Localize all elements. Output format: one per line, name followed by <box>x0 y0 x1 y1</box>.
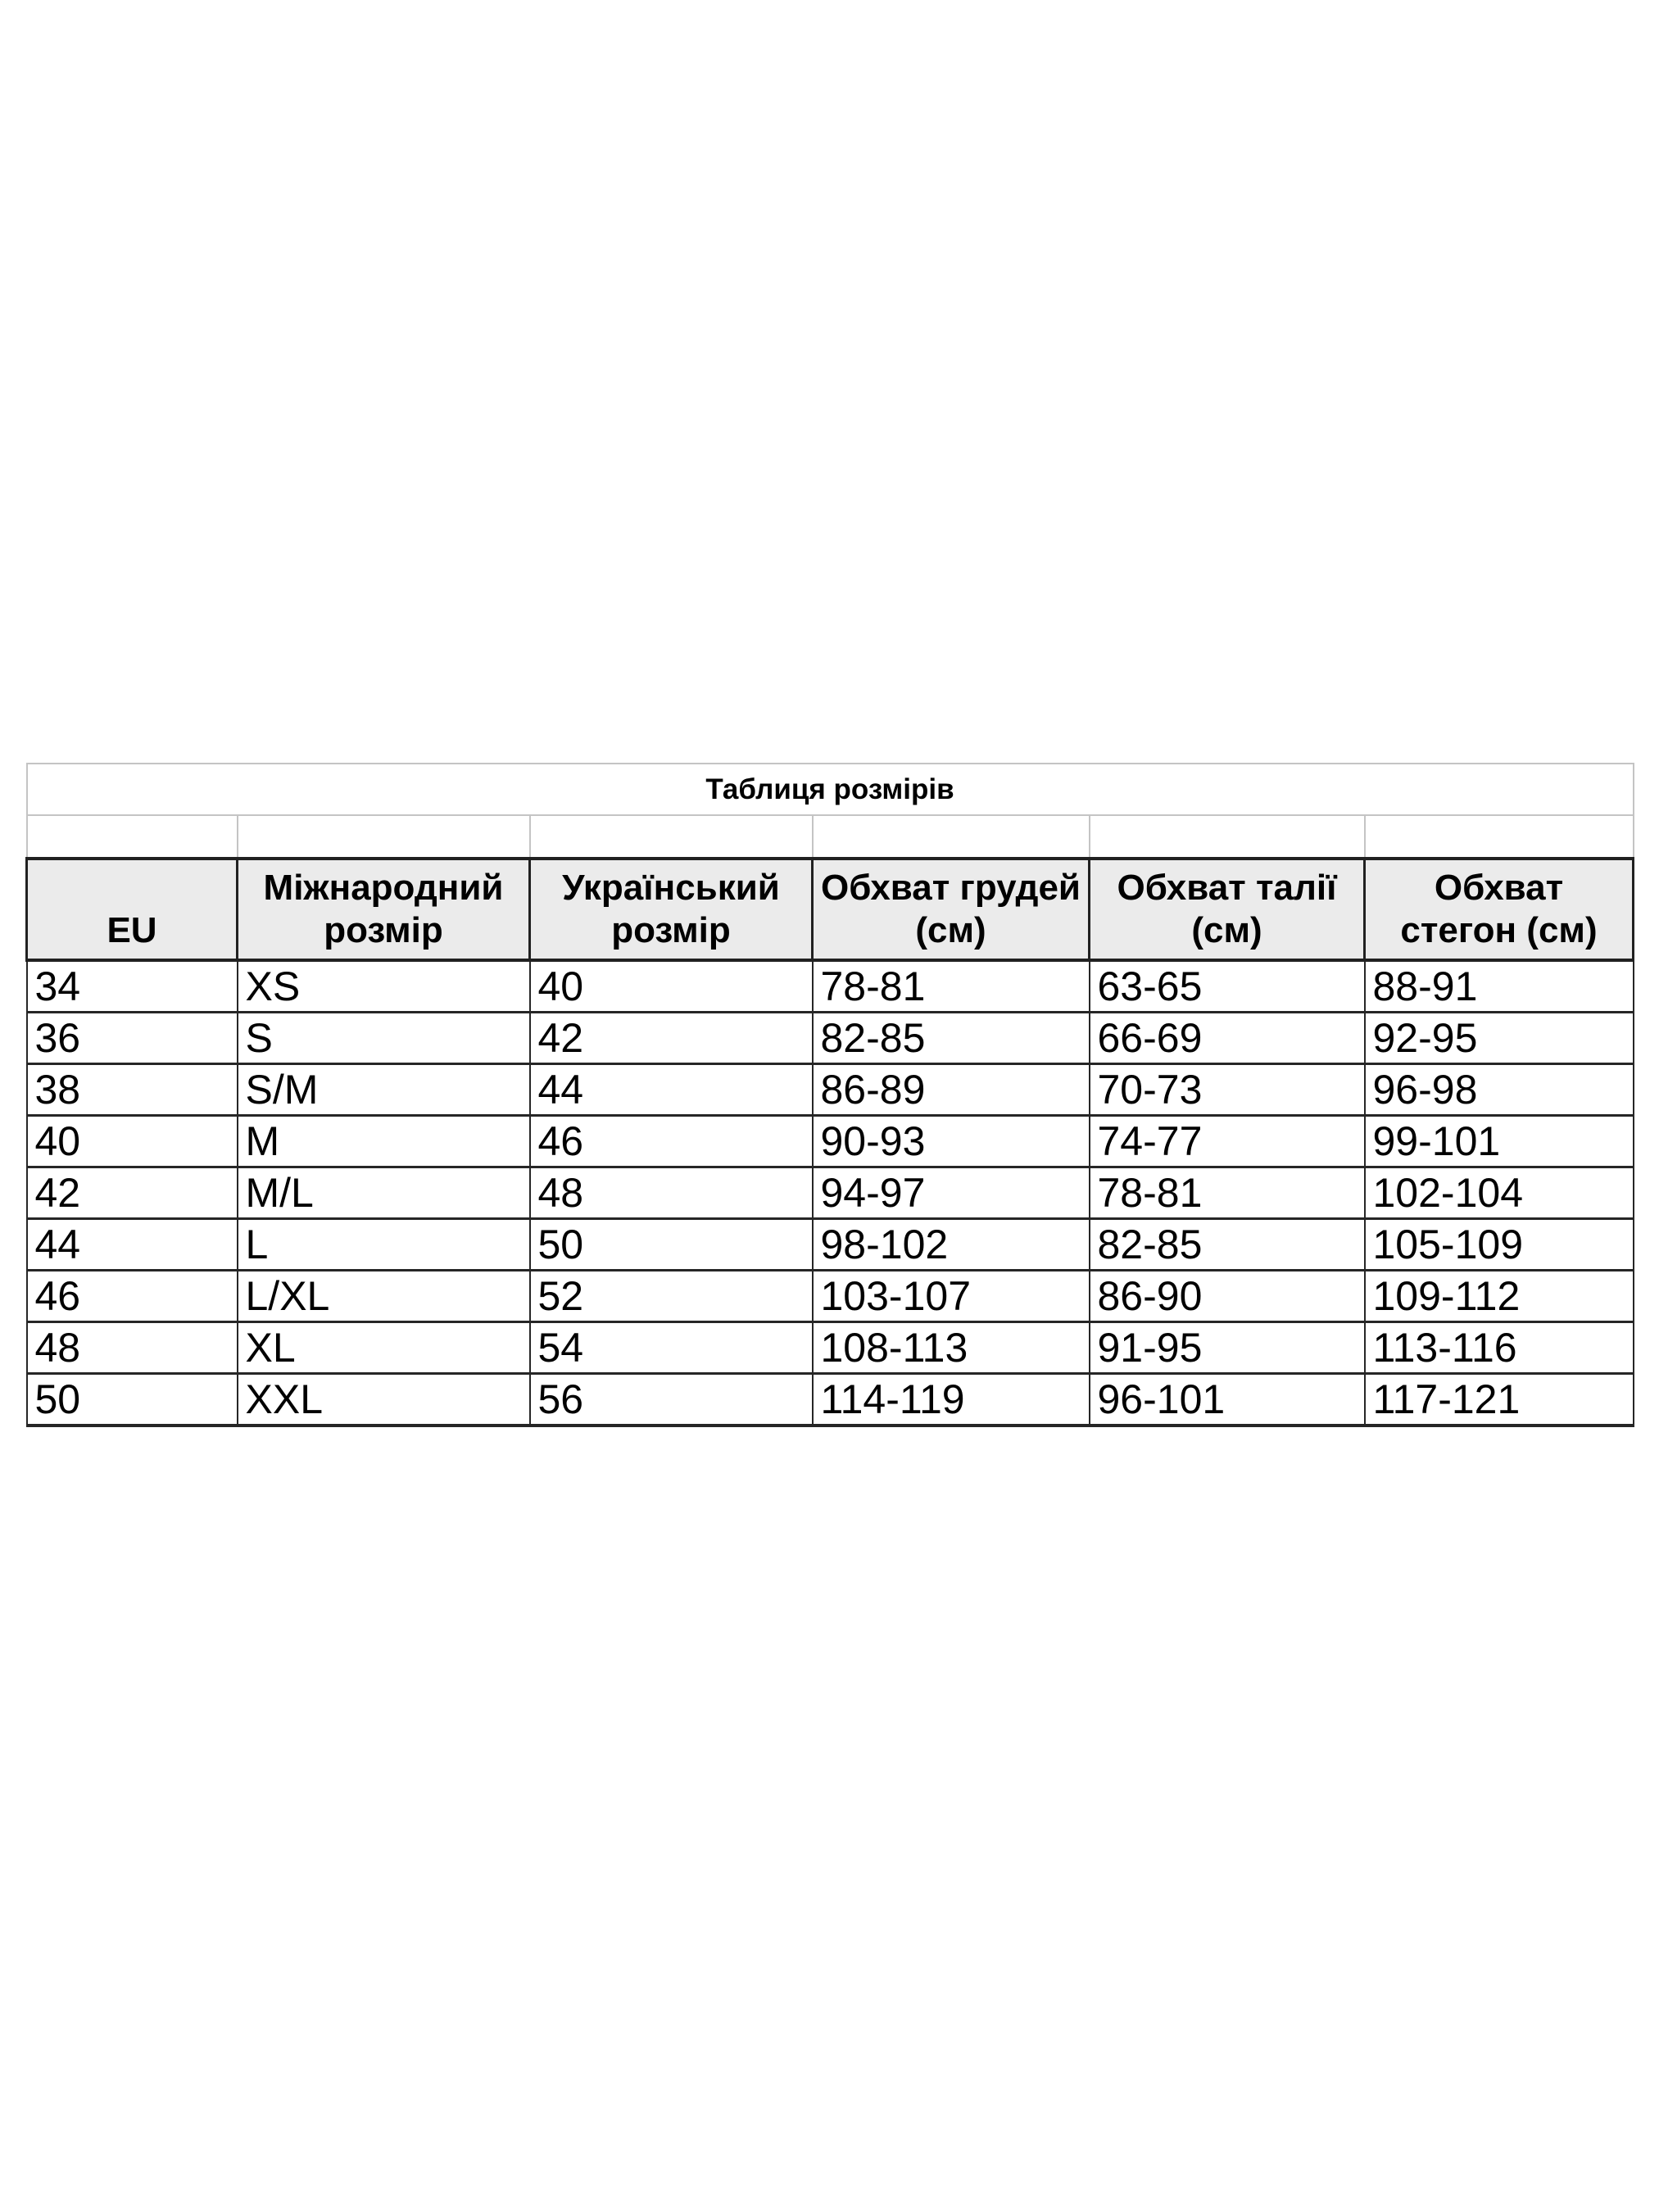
cell-chest: 94-97 <box>813 1167 1090 1219</box>
cell-international-size: M <box>238 1116 530 1167</box>
cell-eu: 42 <box>27 1167 238 1219</box>
cell-chest: 98-102 <box>813 1219 1090 1271</box>
spacer-cell <box>530 815 813 859</box>
cell-ukrainian-size: 50 <box>530 1219 813 1271</box>
cell-international-size: M/L <box>238 1167 530 1219</box>
header-row <box>27 859 1634 960</box>
table-row <box>27 1322 1634 1374</box>
spacer-cell <box>813 815 1090 859</box>
column-header-waist: Обхват талії (см) <box>1090 859 1365 960</box>
table-row <box>27 1116 1634 1167</box>
column-header-international-size: Міжнародний розмір <box>238 859 530 960</box>
cell-chest: 103-107 <box>813 1271 1090 1322</box>
cell-eu: 36 <box>27 1013 238 1064</box>
cell-eu: 44 <box>27 1219 238 1271</box>
cell-hips: 99-101 <box>1365 1116 1634 1167</box>
title-row <box>27 764 1634 815</box>
cell-international-size: XL <box>238 1322 530 1374</box>
table-row <box>27 1064 1634 1116</box>
spacer-cell <box>1090 815 1365 859</box>
cell-hips: 102-104 <box>1365 1167 1634 1219</box>
table-row <box>27 1013 1634 1064</box>
table-row <box>27 1167 1634 1219</box>
cell-waist: 78-81 <box>1090 1167 1365 1219</box>
cell-ukrainian-size: 48 <box>530 1167 813 1219</box>
cell-ukrainian-size: 44 <box>530 1064 813 1116</box>
cell-eu: 38 <box>27 1064 238 1116</box>
cell-waist: 91-95 <box>1090 1322 1365 1374</box>
cell-waist: 70-73 <box>1090 1064 1365 1116</box>
cell-international-size: XXL <box>238 1374 530 1426</box>
column-header-chest: Обхват грудей (см) <box>813 859 1090 960</box>
cell-hips: 109-112 <box>1365 1271 1634 1322</box>
cell-chest: 86-89 <box>813 1064 1090 1116</box>
cell-eu: 48 <box>27 1322 238 1374</box>
cell-chest: 90-93 <box>813 1116 1090 1167</box>
cell-international-size: L/XL <box>238 1271 530 1322</box>
column-header-hips: Обхват стегон (см) <box>1365 859 1634 960</box>
table-title: Таблиця розмірів <box>27 764 1634 815</box>
cell-international-size: XS <box>238 960 530 1013</box>
size-table <box>25 763 1634 1427</box>
table-row <box>27 1271 1634 1322</box>
cell-hips: 113-116 <box>1365 1322 1634 1374</box>
cell-chest: 82-85 <box>813 1013 1090 1064</box>
cell-international-size: S <box>238 1013 530 1064</box>
cell-chest: 78-81 <box>813 960 1090 1013</box>
cell-chest: 108-113 <box>813 1322 1090 1374</box>
cell-hips: 96-98 <box>1365 1064 1634 1116</box>
cell-international-size: S/M <box>238 1064 530 1116</box>
cell-waist: 86-90 <box>1090 1271 1365 1322</box>
cell-ukrainian-size: 40 <box>530 960 813 1013</box>
cell-eu: 40 <box>27 1116 238 1167</box>
cell-ukrainian-size: 42 <box>530 1013 813 1064</box>
cell-hips: 92-95 <box>1365 1013 1634 1064</box>
cell-eu: 46 <box>27 1271 238 1322</box>
cell-chest: 114-119 <box>813 1374 1090 1426</box>
cell-ukrainian-size: 56 <box>530 1374 813 1426</box>
spacer-row <box>27 815 1634 859</box>
cell-ukrainian-size: 52 <box>530 1271 813 1322</box>
spacer-cell <box>27 815 238 859</box>
cell-eu: 34 <box>27 960 238 1013</box>
table-row <box>27 1374 1634 1426</box>
cell-hips: 88-91 <box>1365 960 1634 1013</box>
column-header-ukrainian-size: Український розмір <box>530 859 813 960</box>
cell-hips: 105-109 <box>1365 1219 1634 1271</box>
cell-eu: 50 <box>27 1374 238 1426</box>
cell-ukrainian-size: 46 <box>530 1116 813 1167</box>
cell-waist: 96-101 <box>1090 1374 1365 1426</box>
table-row <box>27 960 1634 1013</box>
cell-waist: 74-77 <box>1090 1116 1365 1167</box>
spacer-cell <box>1365 815 1634 859</box>
cell-waist: 82-85 <box>1090 1219 1365 1271</box>
cell-waist: 66-69 <box>1090 1013 1365 1064</box>
column-header-eu: EU <box>27 859 238 960</box>
cell-international-size: L <box>238 1219 530 1271</box>
table-row <box>27 1219 1634 1271</box>
spacer-cell <box>238 815 530 859</box>
cell-hips: 117-121 <box>1365 1374 1634 1426</box>
cell-ukrainian-size: 54 <box>530 1322 813 1374</box>
cell-waist: 63-65 <box>1090 960 1365 1013</box>
